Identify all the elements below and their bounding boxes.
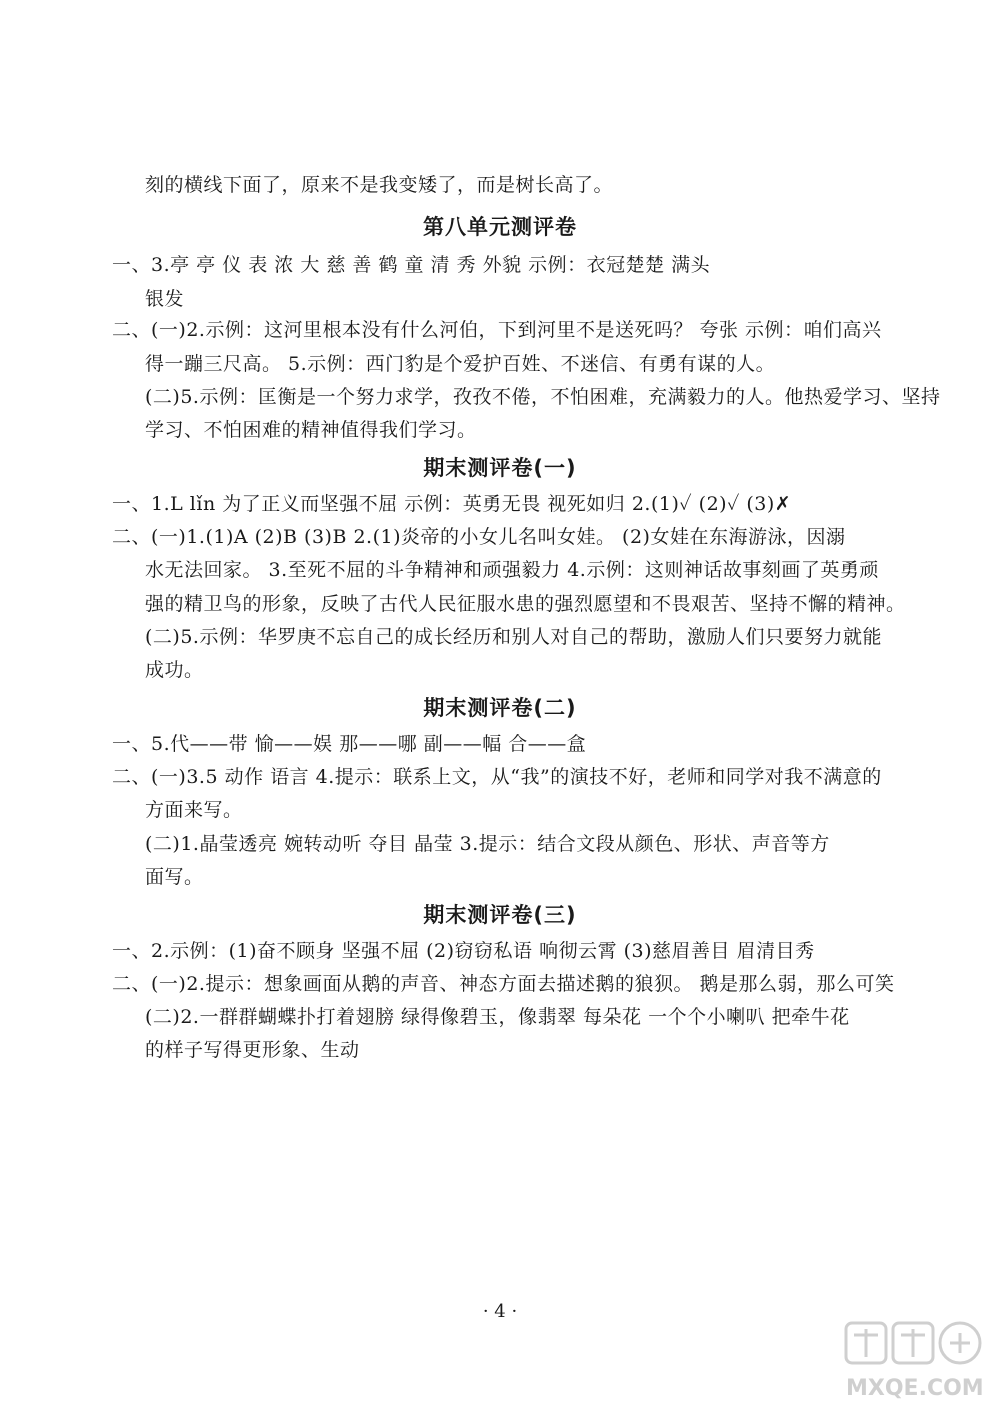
text-line: 二、(一)1.(1)A (2)B (3)B 2.(1)炎帝的小女儿名叫女娃。 (2)女娃在东海游泳，因溺 xyxy=(112,526,846,548)
section-heading: 第八单元测评卷 xyxy=(423,215,577,239)
text-line: 一、3.亭 亭 仪 表 浓 大 慈 善 鹤 童 清 秀 外貌 示例：衣冠楚楚 满头 xyxy=(112,254,711,276)
text-line: 刻的横线下面了，原来不是我变矮了，而是树长高了。 xyxy=(145,174,614,196)
text-line: (二)5.示例：华罗庚不忘自己的成长经历和别人对自己的帮助，激励人们只要努力就能 xyxy=(145,626,882,648)
text-line: 银发 xyxy=(145,288,185,310)
text-line: (二)5.示例：匡衡是一个努力求学，孜孜不倦，不怕困难，充满毅力的人。他热爱学习、坚持 xyxy=(145,386,941,408)
text-line: 学习、不怕困难的精神值得我们学习。 xyxy=(145,419,477,441)
section-heading: 期末测评卷(一) xyxy=(423,456,577,480)
section-heading: 期末测评卷(二) xyxy=(423,696,577,720)
text-line: 二、(一)2.提示：想象画面从鹅的声音、神态方面去描述鹅的狼狈。 鹅是那么弱，那么可笑 xyxy=(112,973,895,995)
text-line: 得一蹦三尺高。 5.示例：西门豹是个爱护百姓、不迷信、有勇有谋的人。 xyxy=(145,353,776,375)
text-line: (二)2.一群群蝴蝶扑打着翅膀 绿得像碧玉，像翡翠 每朵花 一个个小喇叭 把牵牛花 xyxy=(145,1006,850,1028)
text-line: 的样子写得更形象、生动 xyxy=(145,1039,360,1061)
text-line: (二)1.晶莹透亮 婉转动听 夺目 晶莹 3.提示：结合文段从颜色、形状、声音等方 xyxy=(145,833,830,855)
text-line: 面写。 xyxy=(145,866,204,888)
text-line: 一、1.L lǐn 为了正义而坚强不屈 示例：英勇无畏 视死如归 2.(1)✓ (2)✓ (3)✗ xyxy=(112,493,792,515)
section-heading: 期末测评卷(三) xyxy=(423,903,577,927)
text-line: 一、5.代——带 愉——娱 那——哪 副——幅 合——盒 xyxy=(112,733,587,755)
text-line: 成功。 xyxy=(145,659,204,681)
page-number: · 4 · xyxy=(482,1301,518,1322)
text-line: 一、2.示例：(1)奋不顾身 坚强不屈 (2)窃窃私语 响彻云霄 (3)慈眉善目 眉清目秀 xyxy=(112,940,815,962)
svg-text:MXQE.COM: MXQE.COM xyxy=(846,1376,984,1401)
text-line: 方面来写。 xyxy=(145,799,243,821)
watermark-logo xyxy=(838,1317,988,1407)
text-line: 二、(一)2.示例：这河里根本没有什么河伯，下到河里不是送死吗？ 夸张 示例：咱们高兴 xyxy=(112,319,882,341)
text-line: 二、(一)3.5 动作 语言 4.提示：联系上文，从“我”的演技不好，老师和同学对我不满意的 xyxy=(112,766,882,788)
text-line: 强的精卫鸟的形象，反映了古代人民征服水患的强烈愿望和不畏艰苦、坚持不懈的精神。 xyxy=(145,593,906,615)
text-line: 水无法回家。 3.至死不屈的斗争精神和顽强毅力 4.示例：这则神话故事刻画了英勇顽 xyxy=(145,559,879,581)
